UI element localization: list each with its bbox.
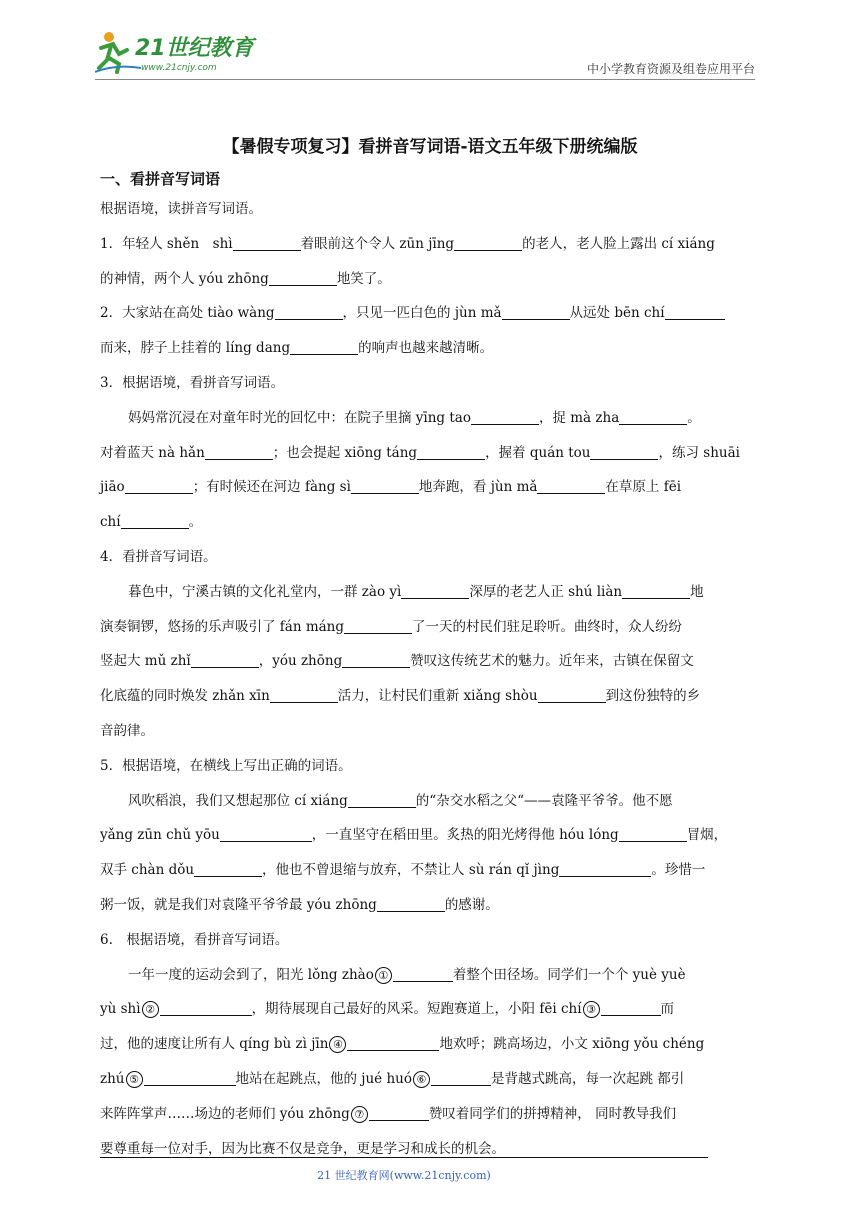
answer-blank[interactable] (393, 966, 453, 982)
intro-line: 根据语境，读拼音写词语。 (100, 201, 262, 217)
q5-heading: 5．根据语境，在横线上写出正确的词语。 (100, 757, 352, 774)
answer-blank[interactable] (220, 826, 312, 842)
circled-number: ① (375, 967, 392, 984)
answer-blank[interactable] (431, 1070, 491, 1086)
answer-blank[interactable] (121, 513, 189, 529)
answer-blank[interactable] (622, 583, 690, 599)
answer-blank[interactable] (269, 270, 337, 286)
answer-blank[interactable] (205, 444, 273, 460)
answer-blank[interactable] (275, 304, 343, 320)
answer-blank[interactable] (401, 583, 469, 599)
page-title: 【暑假专项复习】看拼音写词语-语文五年级下册统编版 (222, 137, 638, 157)
answer-blank[interactable] (417, 444, 485, 460)
answer-blank[interactable] (619, 409, 687, 425)
answer-blank[interactable] (191, 652, 259, 668)
worksheet-body (100, 192, 760, 1166)
q6-line-3: 过，他的速度让所有人 qíng bù zì jīn ④ 地欢呼；跳高场边，小文 xiōng yǒu chéng (100, 1036, 705, 1053)
q3-line-1: 妈妈常沉浸在对童年时光的回忆中：在院子里摘 yīng tao ，捉 mà zha 。 (128, 409, 701, 426)
answer-blank[interactable] (290, 339, 358, 355)
q3-line-4: chí 。 (100, 514, 203, 531)
answer-blank[interactable] (351, 478, 419, 494)
answer-blank[interactable] (194, 861, 262, 877)
q2-line-2: 而来，脖子上挂着的 líng dang 的响声也越来越清晰。 (100, 340, 494, 357)
q3-line-3: jiāo ；有时候还在河边 fàng sì 地奔跑，看 jùn mǎ 在草原上 fēi (100, 479, 682, 496)
answer-blank[interactable] (125, 478, 193, 494)
q6-line-2: yù shì ② ，期待展现自己最好的风采。短跑赛道上，小阳 fēi chí ③ 而 (100, 1001, 675, 1018)
answer-blank[interactable] (377, 896, 445, 912)
footer-divider (100, 1157, 708, 1158)
q5-line-4: 粥一饭，就是我们对袁隆平爷爷最 yóu zhōng 的感谢。 (100, 896, 499, 913)
q1-line-2: 的神情，两个人 yóu zhōng 地笑了。 (100, 270, 391, 287)
answer-blank[interactable] (344, 618, 412, 634)
q6-line-6: 要尊重每一位对手，因为比赛不仅是竞争，更是学习和成长的机会。 (100, 1140, 505, 1157)
q1-line-1: 1．年轻人 shěn shì 着眼前这个令人 zūn jīng 的老人，老人脸上露出 cí xiáng (100, 235, 715, 252)
answer-blank[interactable] (342, 652, 410, 668)
q3-heading: 3．根据语境，看拼音写词语。 (100, 374, 285, 391)
answer-blank[interactable] (538, 687, 606, 703)
answer-blank[interactable] (160, 1000, 252, 1016)
q6-line-5: 来阵阵掌声……场边的老师们 yóu zhōng ⑦ 赞叹着同学们的拼搏精神， 同时教导我们 (100, 1105, 677, 1122)
page-header (95, 28, 755, 80)
svg-text:21世纪教育: 21世纪教育 (135, 36, 254, 61)
circled-number: ② (142, 1001, 159, 1018)
circled-number: ⑥ (413, 1071, 430, 1088)
answer-blank[interactable] (619, 826, 687, 842)
q3-line-2: 对着蓝天 nà hǎn ；也会提起 xiōng táng ，握着 quán tou ，练习 shuāi (100, 444, 740, 461)
answer-blank[interactable] (233, 235, 301, 251)
q4-line-3: 竖起大 mǔ zhǐ ，yóu zhōng 赞叹这传统艺术的魅力。近年来，古镇在保留文 (100, 653, 694, 670)
answer-blank[interactable] (537, 478, 605, 494)
q5-line-2: yǎng zūn chǔ yōu ，一直坚守在稻田里。炙热的阳光烤得他 hóu lóng 冒烟， (100, 827, 728, 844)
answer-blank[interactable] (348, 792, 416, 808)
circled-number: ⑤ (126, 1071, 143, 1088)
circled-number: ③ (583, 1001, 600, 1018)
q4-line-1: 暮色中，宁溪古镇的文化礼堂内，一群 zào yì 深厚的老艺人正 shú liàn 地 (128, 583, 704, 600)
answer-blank[interactable] (590, 444, 658, 460)
q2-line-1: 2．大家站在高处 tiào wàng ，只见一匹白色的 jùn mǎ 从远处 bēn chí (100, 296, 760, 331)
header-divider (95, 79, 755, 80)
answer-blank[interactable] (144, 1070, 236, 1086)
circled-number: ⑦ (351, 1106, 368, 1123)
q6-heading: 6. 根据语境，看拼音写词语。 (100, 931, 289, 948)
answer-blank[interactable] (601, 1000, 661, 1016)
answer-blank[interactable] (369, 1105, 429, 1121)
answer-blank[interactable] (270, 687, 338, 703)
answer-blank[interactable] (502, 304, 570, 320)
answer-blank[interactable] (347, 1035, 439, 1051)
circled-number: ④ (329, 1036, 346, 1053)
logo (95, 28, 265, 76)
q4-heading: 4．看拼音写词语。 (100, 548, 217, 565)
q4-line-4: 化底蕴的同时焕发 zhǎn xīn 活力，让村民们重新 xiǎng shòu 到这份独特的乡 (100, 688, 701, 705)
platform-name: 中小学教育资源及组卷应用平台 (586, 62, 755, 76)
q5-line-3: 双手 chàn dǒu ，他也不曾退缩与放弃，不禁让人 sù rán qǐ jìng 。珍惜一 (100, 862, 706, 879)
section-heading: 一、看拼音写词语 (100, 170, 221, 188)
footer-link[interactable]: 21 世纪教育网(www.21cnjy.com) (317, 1169, 491, 1182)
q6-line-4: zhú ⑤ 地站在起跳点，他的 jué huó ⑥ 是背越式跳高，每一次起跳 都引 (100, 1070, 685, 1087)
answer-blank[interactable] (665, 304, 725, 320)
q6-line-1: 一年一度的运动会到了，阳光 lǒng zhào ① 着整个田径场。同学们一个个 yuè yuè (128, 966, 686, 983)
answer-blank[interactable] (559, 861, 651, 877)
q4-line-2: 演奏铜锣，悠扬的乐声吸引了 fán máng 了一天的村民们驻足聆听。曲终时，众人纷纷 (100, 618, 683, 635)
answer-blank[interactable] (471, 409, 539, 425)
q4-line-5: 音韵律。 (100, 722, 154, 739)
svg-text:www.21cnjy.com: www.21cnjy.com (141, 63, 217, 73)
answer-blank[interactable] (454, 235, 522, 251)
q5-line-1: 风吹稻浪，我们又想起那位 cí xiáng 的“杂交水稻之父“——袁隆平爷爷。他不愿 (128, 792, 673, 809)
